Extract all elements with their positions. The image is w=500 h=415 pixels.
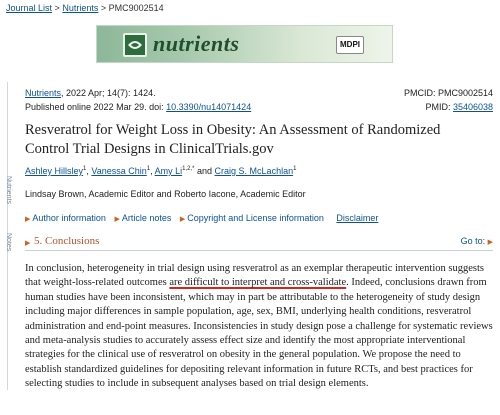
triangle-right-icon: ▶ <box>487 239 493 246</box>
triangle-right-icon: ▶ <box>114 216 120 223</box>
author-and: and <box>197 166 213 176</box>
author-link[interactable]: Vanessa Chin <box>91 166 147 176</box>
sidebar-label-nutrients[interactable]: Nutrients <box>5 176 12 205</box>
author-affiliation: 1 <box>83 166 87 172</box>
goto-button[interactable]: Go to: ▶ <box>460 236 493 246</box>
author-affiliation: 1,2,* <box>182 166 195 172</box>
pmid-link[interactable]: 35406038 <box>452 102 493 112</box>
author-affiliation: 1 <box>146 166 151 172</box>
author-affiliation: 1 <box>293 166 297 172</box>
triangle-right-icon[interactable]: ▶ <box>25 240 31 247</box>
journal-link[interactable]: Nutrients <box>25 88 62 98</box>
doi-link[interactable]: 10.3390/nu14071424 <box>166 102 252 112</box>
pmid-line <box>404 100 493 114</box>
body-text-end: . Indeed, conclusions drawn from human studies have been inconsistent, which may in part be attributable to the heterogeneity of study design including major differences in sample population, age, sex, BMI, underlying health conditions, resveratrol administration and end-point measures. Inconsistencies in study design pose a challenge for systematic reviews and meta-analysis studies to accurately assess effect size and identify the most appropriate interventional strategies for the clinical use of resveratrol on obesity in the general population. We propose the need to establish standardized guidelines for depositing relevant information in future RCTs, and best practices for selecting studies to include in subsequent analyses based on trial design elements. <box>25 277 493 390</box>
sidebar-label-notes[interactable]: Notes <box>5 233 12 252</box>
publisher-badge: MDPI <box>336 36 364 54</box>
author-list: Ashley Hillsley$^1$, Vanessa Chin$^1$, Amy $Li^{1,2,*}$ and Craig S. McLachlan$^1$ <box>25 166 297 176</box>
citation-details: , 2022 Apr; 14(7): 1424. <box>61 88 156 98</box>
article-notes-toggle[interactable]: ▶ Article notes <box>114 213 172 223</box>
author-information-toggle[interactable]: ▶ Author information <box>25 213 106 223</box>
citation-line <box>25 86 251 100</box>
published-line <box>25 100 251 114</box>
disclaimer-link[interactable]: Disclaimer <box>336 213 379 223</box>
breadcrumb-journal-list[interactable]: Journal List <box>6 3 53 13</box>
editors-line: Lindsay Brown, Academic Editor and Roberto Iacone, Academic Editor <box>25 189 306 199</box>
article-title: Resveratrol for Weight Loss in Obesity: An Assessment of Randomized Control Trial Designs in ClinicalTrials.gov <box>25 122 441 157</box>
pmid-prefix: PMID: <box>425 102 453 112</box>
author-link[interactable]: Ashley Hillsley <box>25 166 84 176</box>
breadcrumb <box>6 3 164 13</box>
section-header <box>25 235 493 251</box>
nutrients-logo-icon <box>123 33 147 57</box>
breadcrumb-separator: > <box>100 3 107 13</box>
copyright-toggle[interactable]: ▶ Copyright and License information <box>179 213 324 223</box>
journal-banner[interactable] <box>96 25 393 63</box>
breadcrumb-separator: > <box>54 3 60 13</box>
triangle-right-icon: ▶ <box>25 216 31 223</box>
section-title: 5. Conclusions <box>34 235 100 247</box>
body-text-start: In conclusion, heterogeneity in trial design using resveratrol as an exemplar therapeutic intervention suggests that weight-loss-related outcomes <box>25 263 484 289</box>
triangle-right-icon: ▶ <box>179 216 186 223</box>
published-prefix: Published online 2022 Mar 29. doi: <box>25 102 167 112</box>
identifiers-block <box>404 86 493 114</box>
breadcrumb-nutrients[interactable]: Nutrients <box>62 3 99 13</box>
highlighted-phrase: are difficult to interpret and cross-validate <box>169 277 347 289</box>
breadcrumb-current: PMC9002514 <box>108 3 164 13</box>
section-body <box>25 262 493 392</box>
journal-name: nutrients <box>153 31 240 56</box>
author-link[interactable]: Amy Li <box>154 166 183 176</box>
citation-block <box>25 86 251 114</box>
pmcid: PMCID: PMC9002514 <box>403 88 493 98</box>
article-info-bar <box>25 213 378 223</box>
author-link[interactable]: Craig S. McLachlan <box>214 166 294 176</box>
